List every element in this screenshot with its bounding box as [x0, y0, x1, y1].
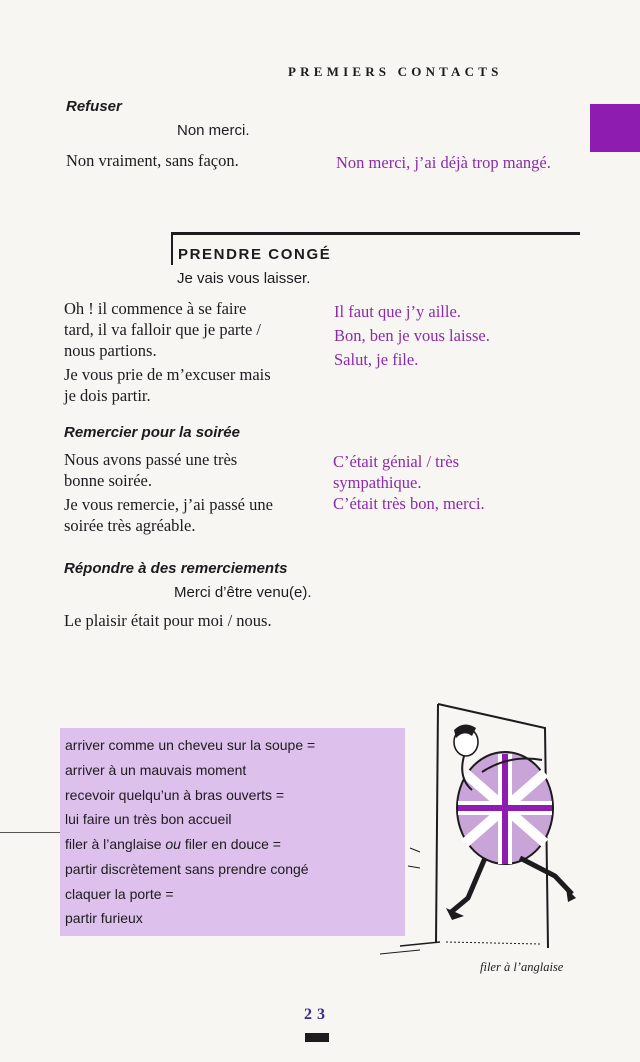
text-line: soirée très agréable.	[64, 516, 196, 535]
expressions-box	[60, 728, 405, 936]
phrase-familiar-block	[334, 300, 490, 372]
expression-line: arriver comme un cheveu sur la soupe =	[65, 737, 316, 753]
expression-line: recevoir quelqu’un à bras ouverts =	[65, 787, 285, 803]
phrase-formal: Non vraiment, sans façon.	[66, 151, 239, 170]
text-line: Oh ! il commence à se faire	[64, 299, 247, 318]
text-line: bonne soirée.	[64, 471, 152, 490]
chapter-tab	[590, 104, 640, 152]
phrase-formal-block	[64, 449, 324, 536]
text-line: Il faut que j’y aille.	[334, 302, 461, 321]
text-line: Nous avons passé une très	[64, 450, 238, 469]
phrase-formal: Le plaisir était pour moi / nous.	[64, 611, 272, 630]
phrase-polite: Non merci.	[177, 122, 250, 139]
text-line: je dois partir.	[64, 386, 151, 405]
man-leaving-icon	[380, 698, 580, 958]
phrase-familiar: Non merci, j’ai déjà trop mangé.	[336, 153, 551, 172]
expression-text-italic: ou	[165, 836, 181, 852]
text-line: nous partions.	[64, 341, 157, 360]
text-line: tard, il va falloir que je parte /	[64, 320, 262, 339]
text-line: Salut, je file.	[334, 350, 419, 369]
phrase-polite: Je vais vous laisser.	[177, 270, 311, 287]
expression-line: partir discrètement sans prendre congé	[65, 861, 309, 877]
expression-line: arriver à un mauvais moment	[65, 762, 247, 778]
margin-rule	[0, 832, 60, 833]
running-header: PREMIERS CONTACTS	[288, 64, 503, 79]
section-rule-bar	[171, 235, 173, 265]
expression-line: claquer la porte =	[65, 886, 174, 902]
text-line: C’était génial / très	[333, 452, 459, 471]
expression-line	[65, 836, 281, 852]
page-number-bar	[305, 1033, 329, 1042]
section-heading-refuser: Refuser	[66, 98, 122, 115]
illustration-caption: filer à l’anglaise	[480, 960, 564, 974]
phrase-formal-block	[64, 298, 324, 406]
page-number: 23	[304, 1006, 330, 1023]
phrase-familiar-block	[333, 451, 485, 514]
text-line: Je vous remercie, j’ai passé une	[64, 495, 273, 514]
expression-line: partir furieux	[65, 910, 143, 926]
expression-line: lui faire un très bon accueil	[65, 811, 232, 827]
text-line: sympathique.	[333, 473, 422, 492]
section-heading-remercier: Remercier pour la soirée	[64, 424, 240, 441]
text-line: C’était très bon, merci.	[333, 494, 485, 513]
section-rule	[171, 232, 580, 235]
text-line: Je vous prie de m’excuser mais	[64, 365, 271, 384]
expression-text: filer à l’anglaise	[65, 836, 166, 852]
section-heading-repondre: Répondre à des remerciements	[64, 560, 288, 577]
section-heading-prendre-conge: PRENDRE CONGÉ	[178, 246, 332, 263]
text-line: Bon, ben je vous laisse.	[334, 326, 490, 345]
expression-text: filer en douce =	[180, 836, 281, 852]
phrase-polite: Merci d’être venu(e).	[174, 584, 312, 601]
